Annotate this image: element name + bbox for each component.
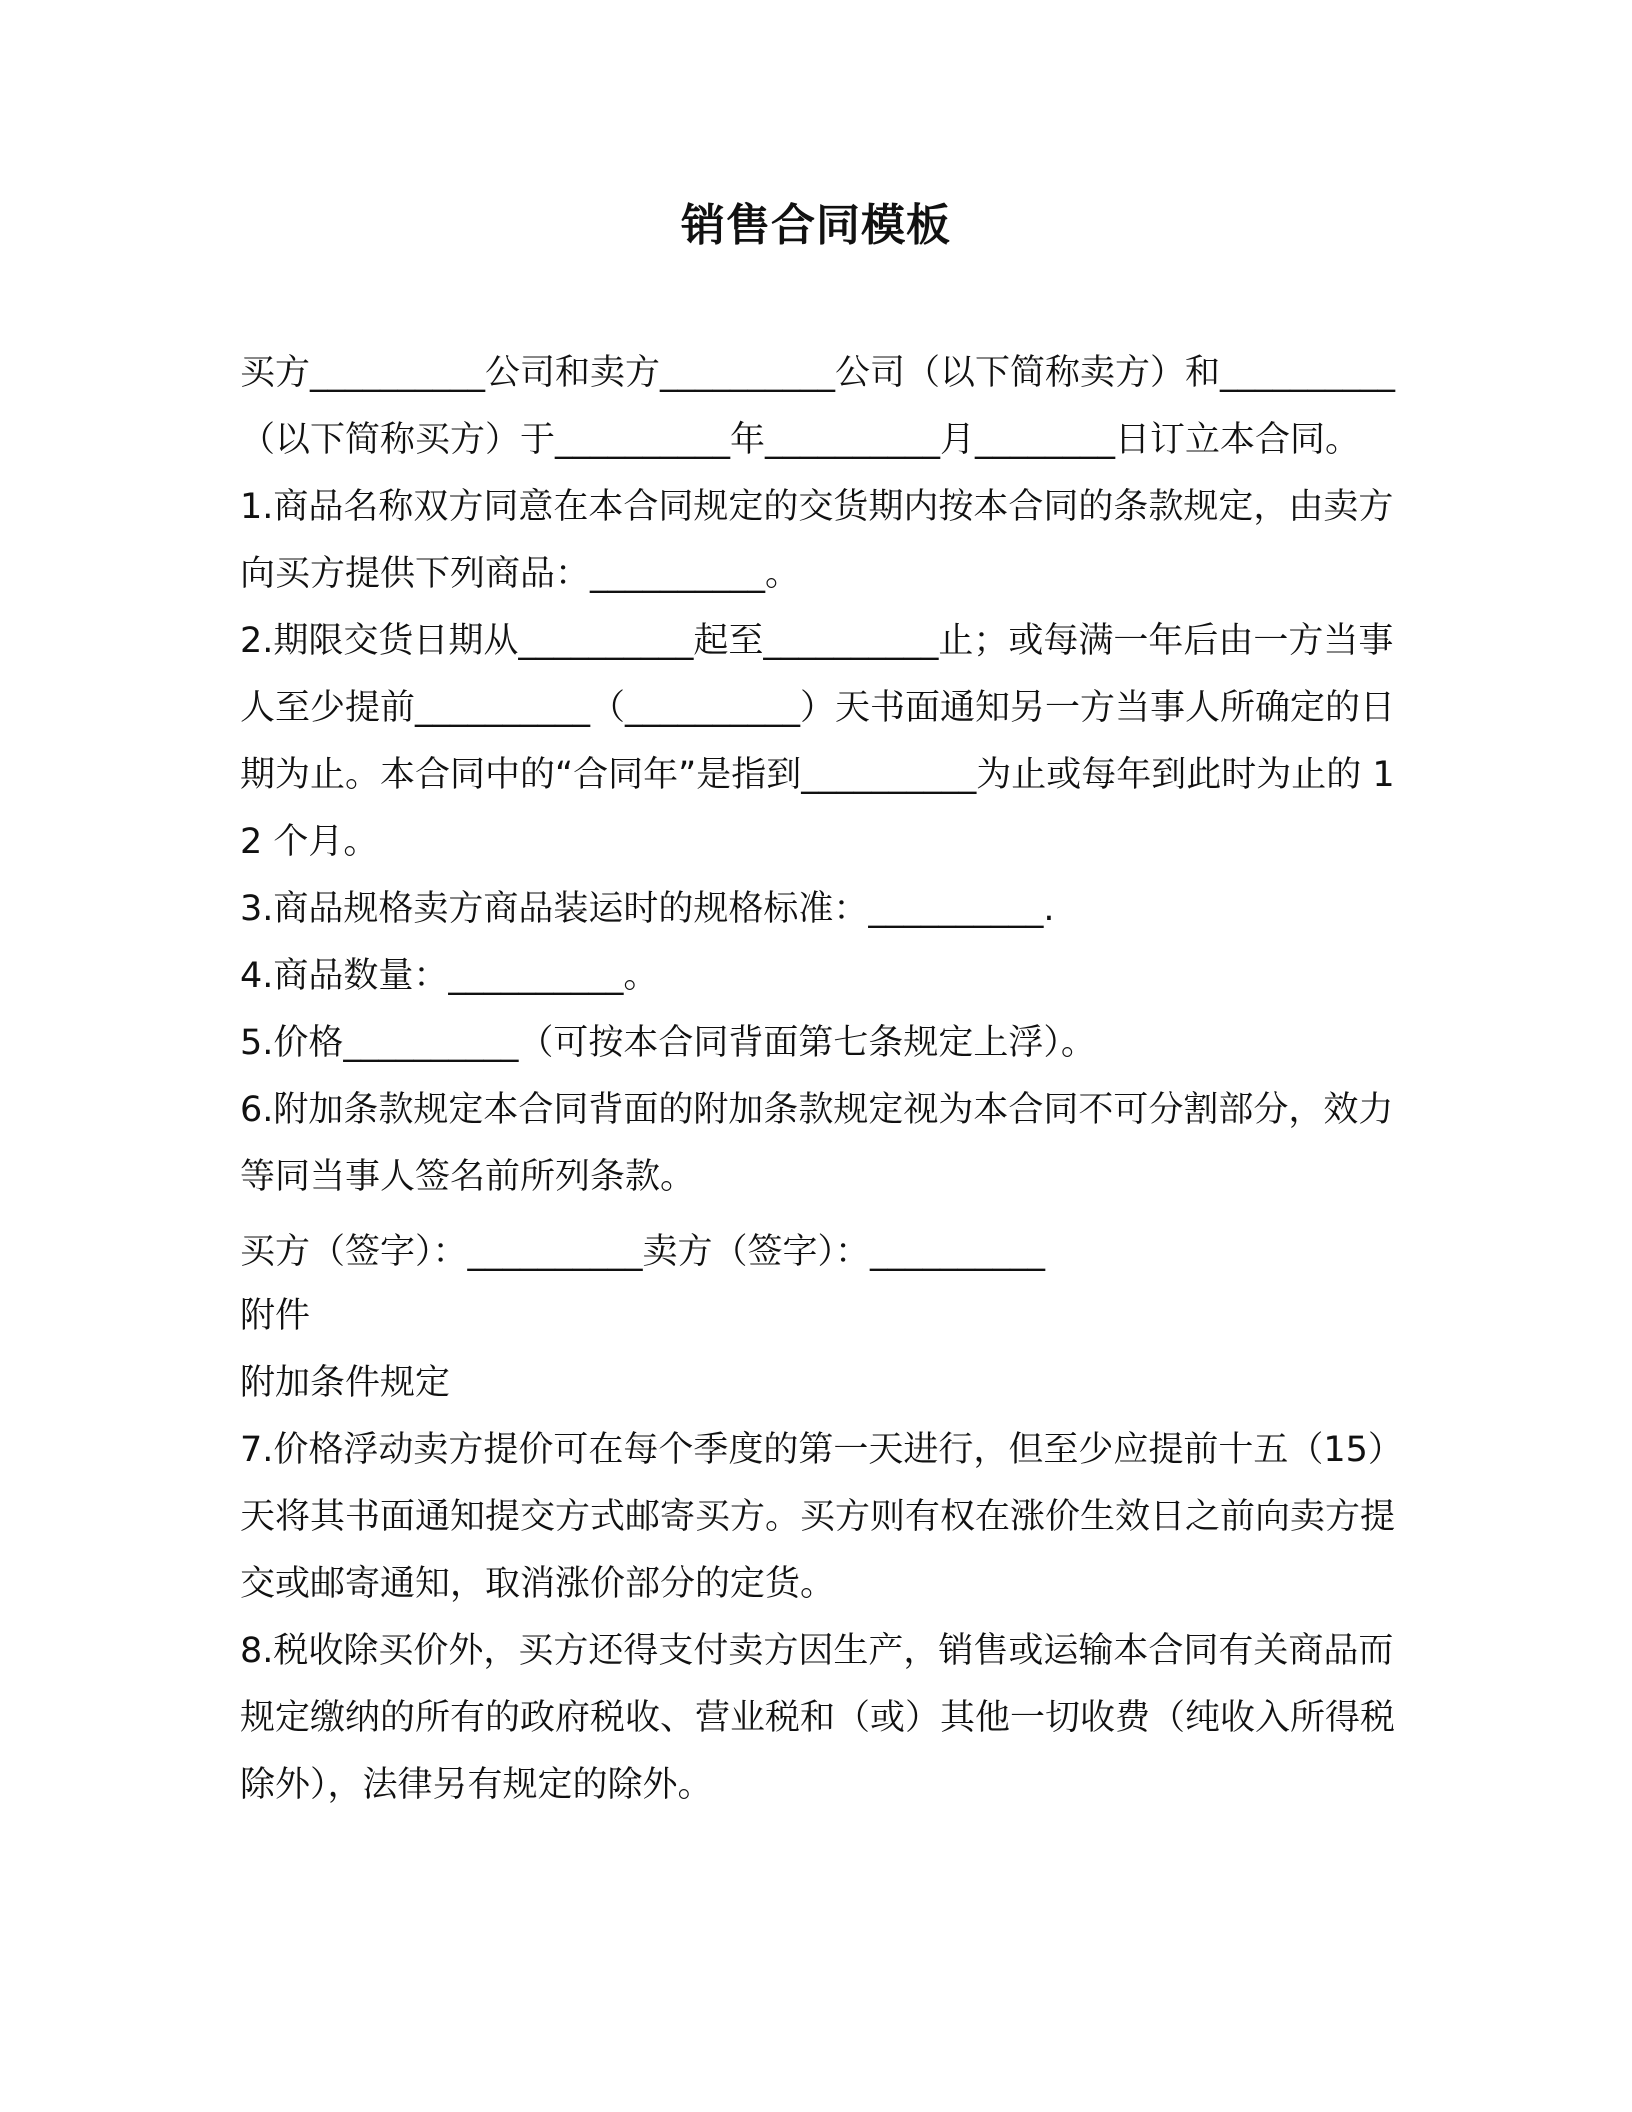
clause-2-term: 2.期限交货日期从__________起至__________止；或每满一年后由一方当事人至少提前__________（__________）天书面通知另一方当事人所确定的日期为止。本合同中的“合同年”是指到__________为止或每年到此时为止的 12 个月。 [240, 621, 1396, 862]
clause-5-price: 5.价格__________（可按本合同背面第七条规定上浮）。 [240, 1023, 1096, 1063]
clause-7-price-fluctuation: 7.价格浮动卖方提价可在每个季度的第一天进行，但至少应提前十五（15）天将其书面通知提交方式邮寄买方。买方则有权在涨价生效日之前向卖方提交或邮寄通知，取消涨价部分的定货。 [240, 1430, 1396, 1604]
contract-body [240, 340, 1400, 1819]
clause-8-taxes: 8.税收除买价外，买方还得支付卖方因生产，销售或运输本合同有关商品而规定缴纳的所有的政府税收、营业税和（或）其他一切收费（纯收入所得税除外），法律另有规定的除外。 [240, 1631, 1396, 1805]
document-title: 销售合同模板 [681, 200, 951, 251]
clause-6-additional-terms: 6.附加条款规定本合同背面的附加条款规定视为本合同不可分割部分，效力等同当事人签名前所列条款。 [240, 1090, 1394, 1197]
intro-paragraph: 买方__________公司和卖方__________公司（以下简称卖方）和__________（以下简称买方）于__________年__________月________日订立本合同。 [240, 353, 1396, 460]
clause-4-quantity: 4.商品数量：__________。 [240, 956, 659, 996]
clause-3-specification: 3.商品规格卖方商品装运时的规格标准：__________. [240, 889, 1055, 929]
clause-1-product-name: 1.商品名称双方同意在本合同规定的交货期内按本合同的条款规定，由卖方向买方提供下列商品：__________。 [240, 487, 1394, 594]
attachment-title: 附加条件规定 [240, 1363, 451, 1403]
signature-line: 买方（签字）：__________卖方（签字）：__________ [240, 1232, 1046, 1272]
attachment-label: 附件 [240, 1296, 311, 1336]
